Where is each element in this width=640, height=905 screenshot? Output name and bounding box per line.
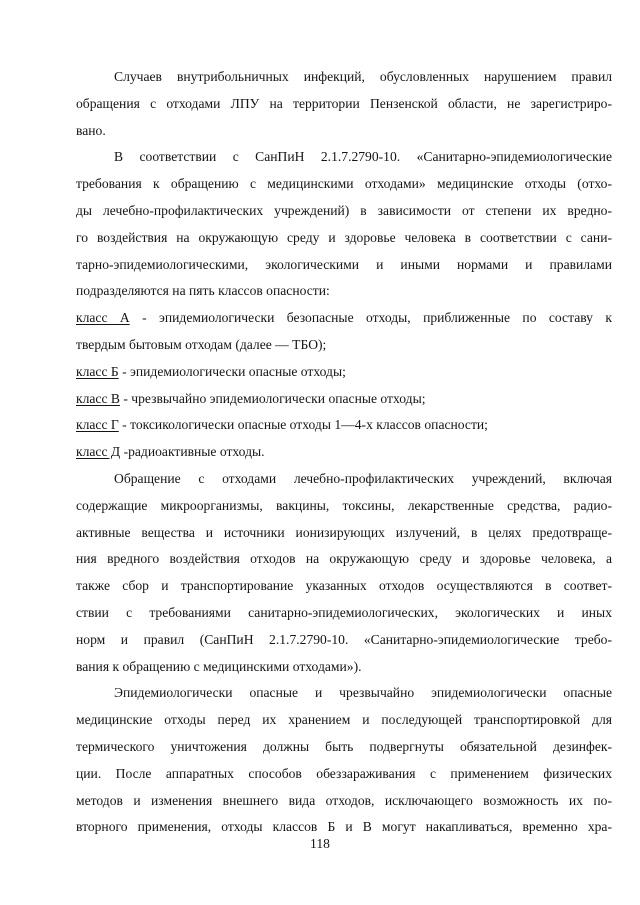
text-line: подразделяются на пять классов опасности: [76,283,330,299]
paragraph-2 [76,144,612,305]
class-label: класс Б [76,363,119,379]
text-line: ствии с требованиями санитарно-эпидемиологических, экологических и иных [76,604,612,620]
class-label: класс Д [76,444,121,460]
text-line: вано. [76,122,106,138]
text-line [76,386,612,413]
text-line [76,305,612,332]
text-line: го воздействия на окружающую среду и здоровье человека в соответствии с сани- [76,229,612,245]
text-line: содержащие микроорганизмы, вакцины, токсины, лекарственные средства, радио- [76,497,612,513]
hazard-class-g [76,412,612,439]
text-line: требования к обращению с медицинскими отходами» медицинские отходы (отхо- [76,176,612,192]
text-line: тарно-эпидемиологическими, экологическими и иными нормами и правилами [76,256,612,272]
paragraph-4 [76,680,612,841]
class-description: - чрезвычайно эпидемиологически опасные отходы; [119,390,426,406]
class-description: - эпидемиологически опасные отходы; [118,363,346,379]
class-label: класс В [76,390,120,406]
text-line: медицинские отходы перед их хранением и последующей транспортировкой для [76,712,612,728]
text-line: Эпидемиологически опасные и чрезвычайно эпидемиологически опасные [114,685,612,701]
text-line: вания к обращению с медицинскими отходами»). [76,658,362,674]
text-line [76,412,612,439]
document-page [76,64,612,841]
text-line: В соответствии с СанПиН 2.1.7.2790-10. «Санитарно-эпидемиологические [114,149,612,165]
hazard-class-a [76,305,612,359]
paragraph-1 [76,64,612,144]
text-line: также сбор и транспортирование указанных отходов осуществляются в соответ- [76,578,612,594]
text-line: твердым бытовым отходам (далее — ТБО); [76,336,327,352]
class-label: класс Г [76,417,119,433]
text-line: Случаев внутрибольничных инфекций, обусловленных нарушением правил [114,69,612,84]
hazard-class-b [76,359,612,386]
text-line: норм и правил (СанПиН 2.1.7.2790-10. «Санитарно-эпидемиологические требо- [76,631,612,647]
class-description: - токсикологически опасные отходы 1—4-х классов опасности; [118,417,488,433]
text-line: вторного применения, отходы классов Б и В могут накапливаться, временно хра- [76,819,612,835]
hazard-class-d [76,439,612,466]
text-line: Обращение с отходами лечебно-профилактических учреждений, включая [114,470,612,486]
text-line: активные вещества и источники ионизирующих излучений, в целях предотвраще- [76,524,612,540]
text-line: методов и изменения внешнего вида отходов, исключающего возможность их по- [76,792,612,808]
class-label: класс А [76,310,130,326]
hazard-class-v [76,386,612,413]
paragraph-3 [76,466,612,680]
text-line: ния вредного воздействия отходов на окружающую среду и здоровье человека, а [76,551,612,567]
text-line: термического уничтожения должны быть подвергнуты обязательной дезинфек- [76,738,612,754]
class-description: -радиоактивные отходы. [120,444,265,460]
text-line [76,359,612,386]
text-line: обращения с отходами ЛПУ на территории Пензенской области, не зарегистриро- [76,95,612,111]
text-line: ции. После аппаратных способов обеззараживания с применением физических [76,765,612,781]
class-description: - эпидемиологически безопасные отходы, приближенные по составу к [129,310,612,326]
text-line: ды лечебно-профилактических учреждений) в зависимости от степени их вредно- [76,202,612,218]
hazard-class-list [76,305,612,466]
page-number: 118 [310,836,330,851]
text-line [76,439,612,466]
